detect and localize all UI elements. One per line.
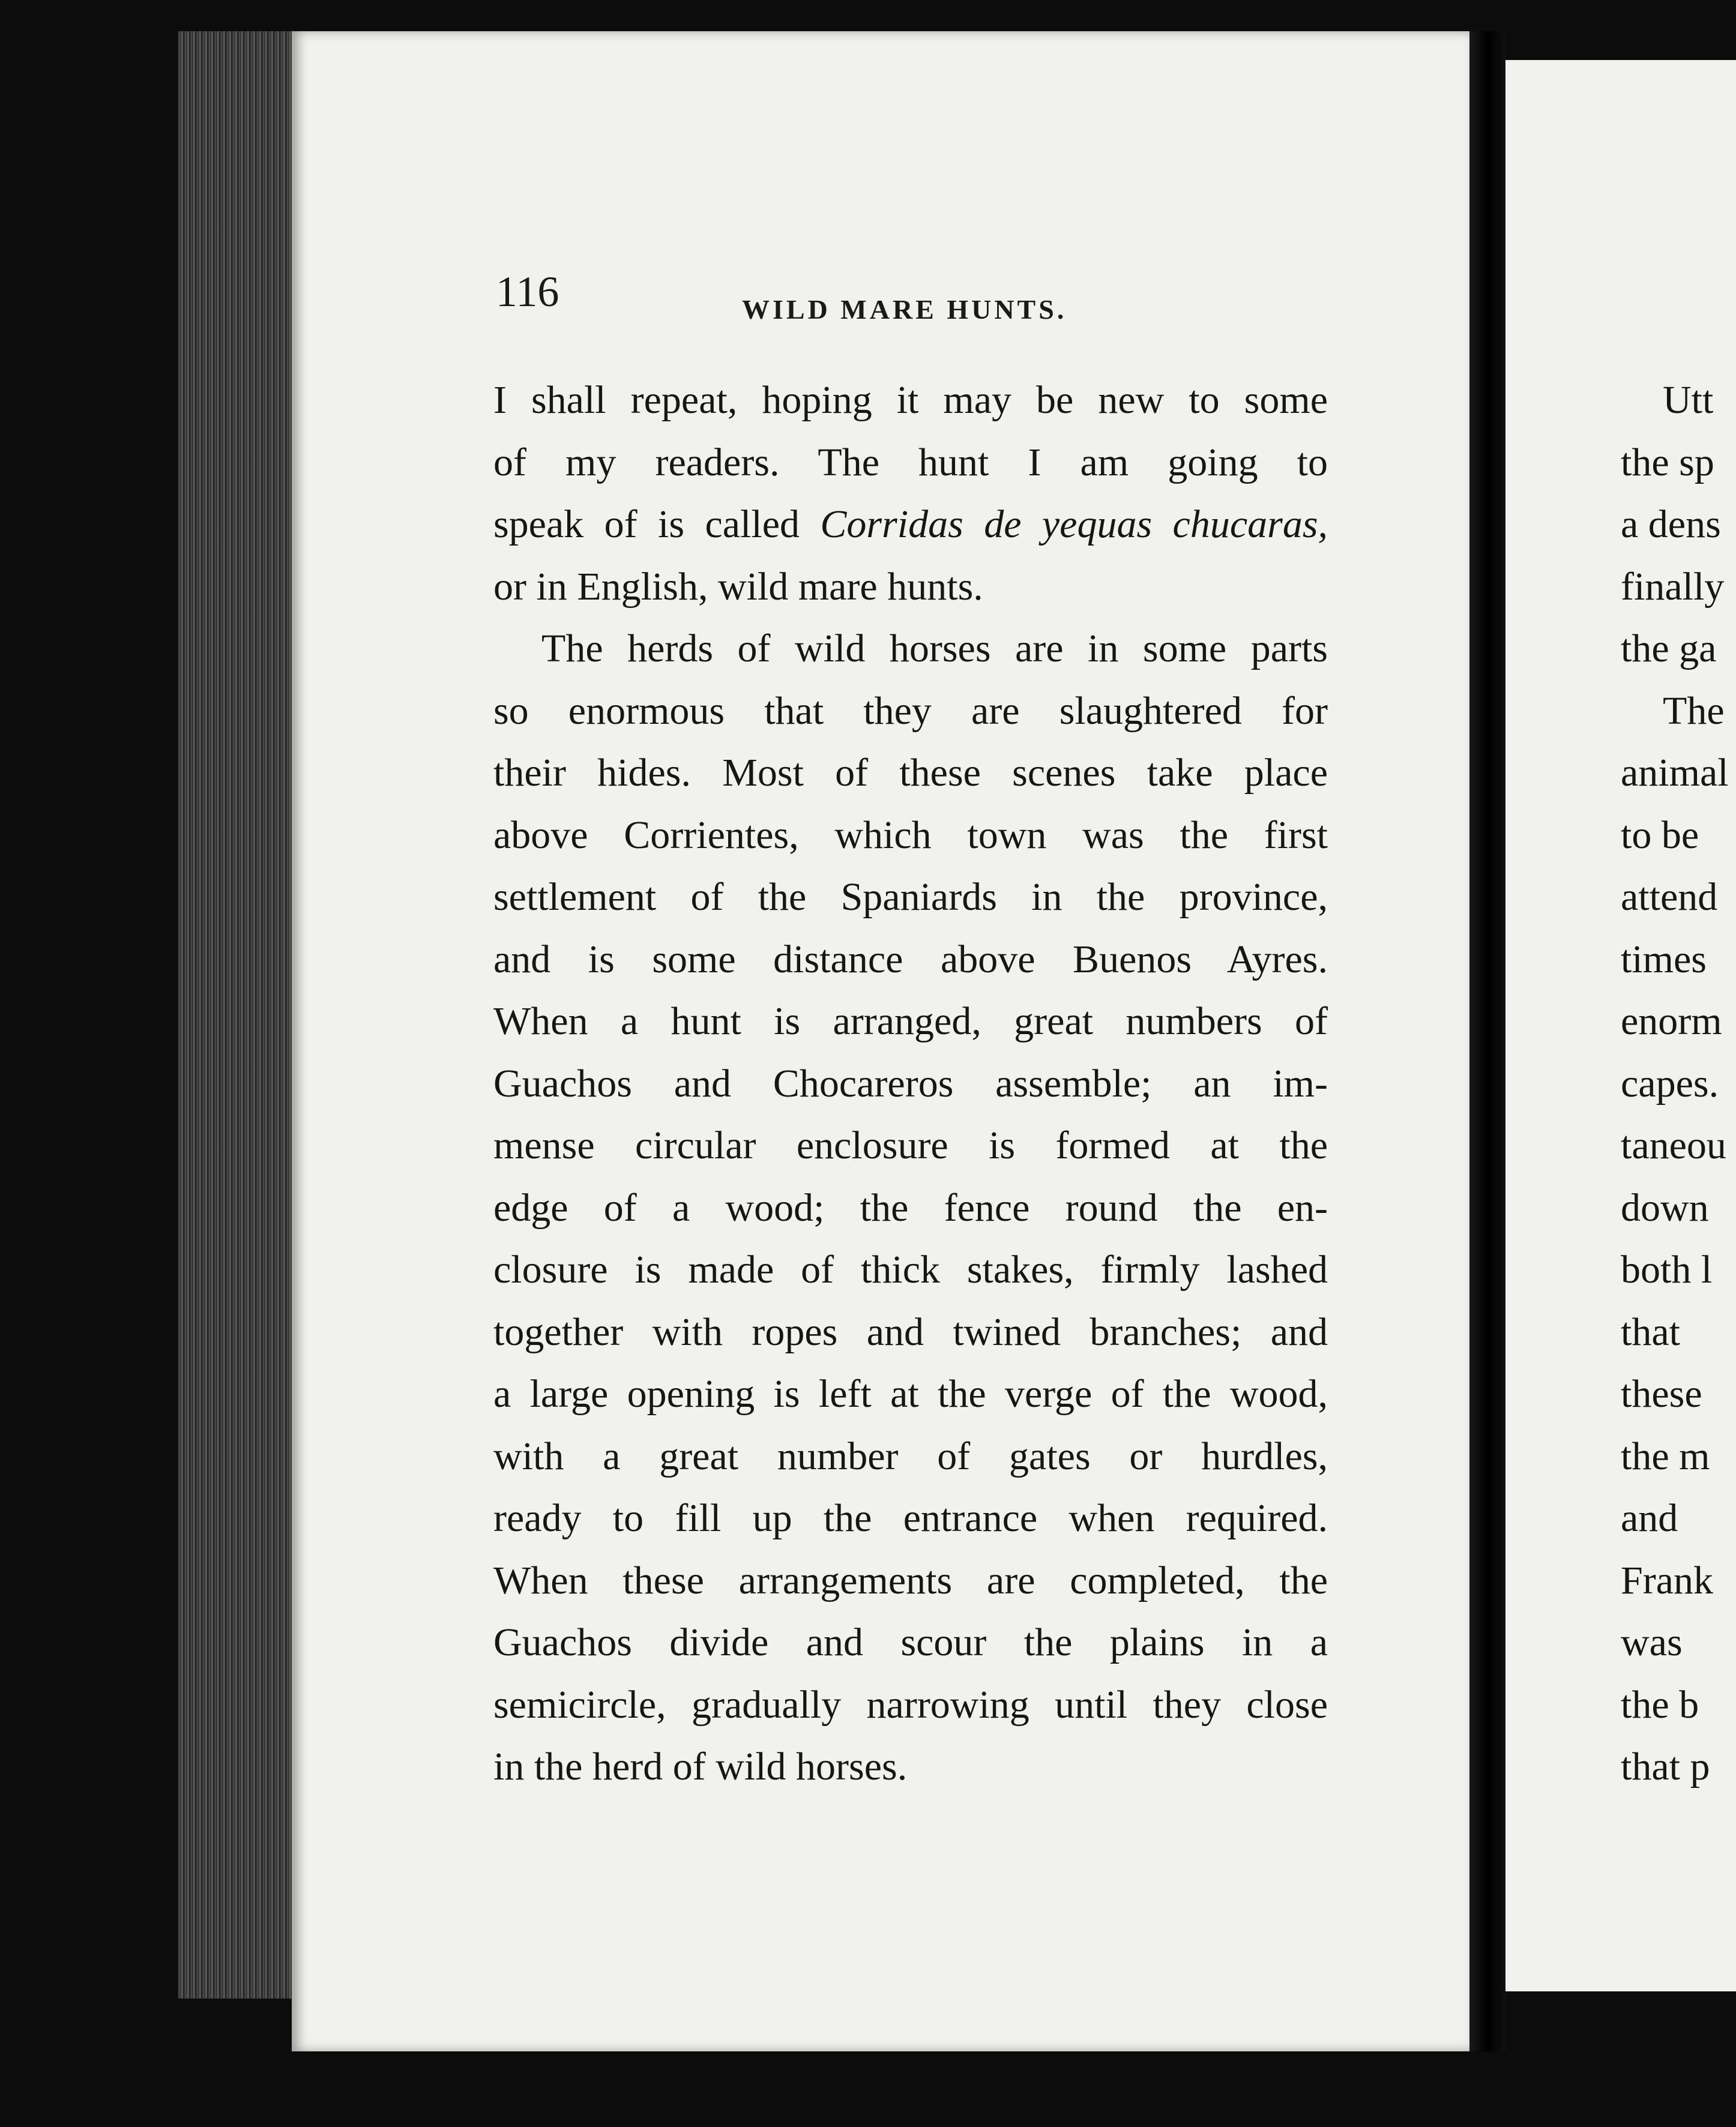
right-page-text xyxy=(1621,369,1729,1798)
text-line: finally xyxy=(1621,564,1725,609)
text-line: Utt xyxy=(1663,378,1714,422)
text-line: times xyxy=(1621,937,1707,981)
text-line: their hides. Most of these scenes take place xyxy=(493,751,1328,795)
text-line: or in English, wild mare hunts. xyxy=(493,564,983,609)
text-line: so enormous that they are slaughtered for xyxy=(493,688,1328,733)
text-line: a large opening is left at the verge of the wood, xyxy=(493,1372,1328,1416)
text-line: I shall repeat, hoping it may be new to some xyxy=(493,378,1328,422)
text-line: the ga xyxy=(1621,627,1717,670)
text-line: When a hunt is arranged, great numbers of xyxy=(493,999,1328,1043)
italic-phrase: Corridas de yequas chucaras, xyxy=(820,502,1328,546)
text-line: animal xyxy=(1621,751,1729,795)
book-gutter xyxy=(1469,31,1505,2051)
text-line: that p xyxy=(1621,1745,1710,1789)
right-page xyxy=(1505,60,1736,1991)
text-line: taneou xyxy=(1621,1124,1726,1167)
page-edges xyxy=(178,31,292,1999)
text-line: and is some distance above Buenos Ayres. xyxy=(493,937,1328,981)
text-line-segment: speak of is called xyxy=(493,502,800,546)
text-line: down xyxy=(1621,1185,1709,1230)
text-line: edge of a wood; the fence round the en- xyxy=(493,1185,1328,1230)
page-number: 116 xyxy=(496,268,559,316)
text-line: a dens xyxy=(1621,502,1721,546)
text-line: When these arrangements are completed, the xyxy=(493,1558,1328,1602)
text-line: above Corrientes, which town was the first xyxy=(493,813,1328,857)
text-line: semicircle, gradually narrowing until they close xyxy=(493,1682,1328,1727)
text-line: in the herd of wild horses. xyxy=(493,1745,908,1789)
text-line: ready to fill up the entrance when required. xyxy=(493,1496,1328,1540)
text-line xyxy=(493,493,1328,556)
page-header xyxy=(496,267,1336,327)
text-line: Guachos and Chocareros assemble; an im- xyxy=(493,1061,1328,1106)
text-line: both l xyxy=(1621,1248,1713,1292)
text-line: that xyxy=(1621,1310,1680,1354)
text-line: enorm xyxy=(1621,999,1722,1043)
text-line: attend xyxy=(1621,875,1718,919)
text-line: together with ropes and twined branches; and xyxy=(493,1310,1328,1354)
text-line: the sp xyxy=(1621,440,1714,484)
body-text xyxy=(493,369,1328,1798)
text-line: Frank xyxy=(1621,1558,1713,1602)
text-line: Guachos divide and scour the plains in a xyxy=(493,1620,1328,1664)
text-line: closure is made of thick stakes, firmly lashed xyxy=(493,1248,1328,1292)
paragraph-first-line: The herds of wild horses are in some parts xyxy=(541,627,1328,670)
text-line: the m xyxy=(1621,1434,1710,1478)
text-line: mense circular enclosure is formed at the xyxy=(493,1124,1328,1167)
text-line: capes. xyxy=(1621,1061,1719,1106)
text-line: to be xyxy=(1621,813,1699,857)
text-line: settlement of the Spaniards in the province, xyxy=(493,875,1328,919)
text-line: The xyxy=(1663,688,1725,733)
text-line: was xyxy=(1621,1620,1683,1664)
text-line: and xyxy=(1621,1496,1678,1540)
text-line: the b xyxy=(1621,1682,1699,1727)
text-line: with a great number of gates or hurdles, xyxy=(493,1434,1328,1478)
text-line: of my readers. The hunt I am going to xyxy=(493,440,1328,484)
text-line: these xyxy=(1621,1372,1702,1416)
running-head: WILD MARE HUNTS. xyxy=(742,294,1067,325)
